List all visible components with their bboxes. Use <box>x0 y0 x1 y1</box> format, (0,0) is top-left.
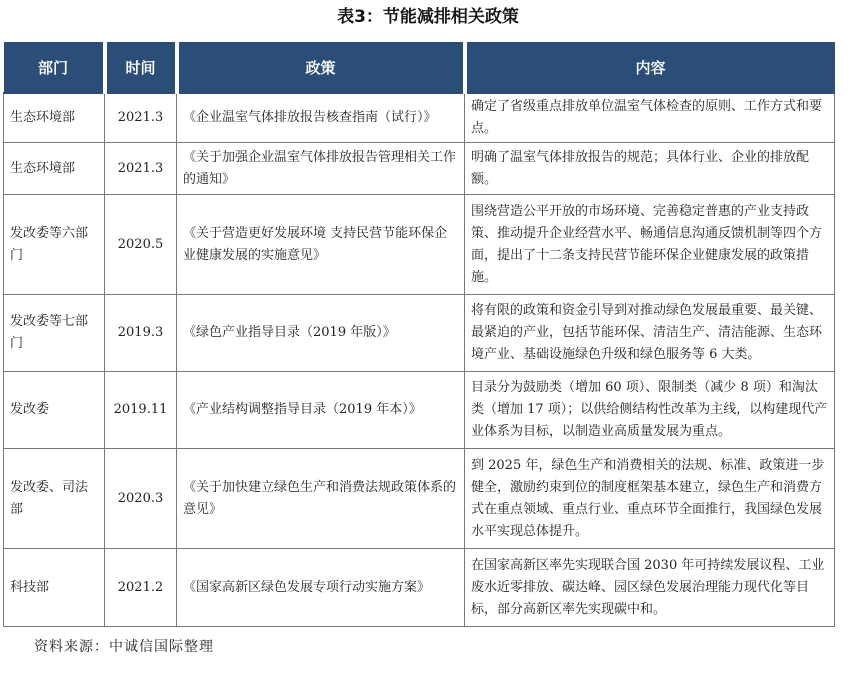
table-row <box>4 549 835 627</box>
header-content: 内容 <box>465 42 835 93</box>
dept-cell: 生态环境部 <box>4 93 105 143</box>
policy-cell: 《关于营造更好发展环境 支持民营节能环保企业健康发展的实施意见》 <box>177 195 465 295</box>
policy-cell: 《关于加强企业温室气体排放报告管理相关工作的通知》 <box>177 143 465 195</box>
content-cell: 明确了温室气体排放报告的规范；具体行业、企业的排放配额。 <box>465 143 835 195</box>
content-cell: 将有限的政策和资金引导到对推动绿色发展最重要、最关键、最紧迫的产业，包括节能环保、清洁生产、清洁能源、生态环境产业、基础设施绿色升级和绿色服务等 6 大类。 <box>465 295 835 372</box>
header-row <box>4 42 835 93</box>
time-cell: 2021.2 <box>105 549 177 627</box>
table-row <box>4 449 835 549</box>
time-cell: 2020.3 <box>105 449 177 549</box>
header-policy: 政策 <box>177 42 465 93</box>
time-cell: 2021.3 <box>105 93 177 143</box>
header-dept: 部门 <box>4 42 105 93</box>
dept-cell: 发改委等七部门 <box>4 295 105 372</box>
content-cell: 到 2025 年，绿色生产和消费相关的法规、标准、政策进一步健全，激励约束到位的制度框架基本建立，绿色生产和消费方式在重点领域、重点行业、重点环节全面推行，我国绿色发展水平实现总体提升。 <box>465 449 835 549</box>
table-title: 表3：节能减排相关政策 <box>337 7 519 27</box>
dept-cell: 发改委、司法部 <box>4 449 105 549</box>
content-cell: 在国家高新区率先实现联合国 2030 年可持续发展议程、工业废水近零排放、碳达峰、园区绿色发展治理能力现代化等目标，部分高新区率先实现碳中和。 <box>465 549 835 627</box>
source-note: 资料来源：中诚信国际整理 <box>34 639 214 655</box>
content-cell: 确定了省级重点排放单位温室气体检查的原则、工作方式和要点。 <box>465 93 835 143</box>
time-cell: 2020.5 <box>105 195 177 295</box>
table-row <box>4 93 835 143</box>
content-cell: 目录分为鼓励类（增加 60 项）、限制类（减少 8 项）和淘汰类（增加 17 项）；以供给侧结构性改革为主线，以构建现代产业体系为目标，以制造业高质量发展为重点。 <box>465 372 835 449</box>
policy-cell: 《产业结构调整指导目录（2019 年本）》 <box>177 372 465 449</box>
policy-cell: 《国家高新区绿色发展专项行动实施方案》 <box>177 549 465 627</box>
time-cell: 2019.11 <box>105 372 177 449</box>
policy-cell: 《企业温室气体排放报告核查指南（试行）》 <box>177 93 465 143</box>
header-time: 时间 <box>105 42 177 93</box>
table-row <box>4 295 835 372</box>
time-cell: 2021.3 <box>105 143 177 195</box>
policy-cell: 《绿色产业指导目录（2019 年版）》 <box>177 295 465 372</box>
content-cell: 围绕营造公平开放的市场环境、完善稳定普惠的产业支持政策、推动提升企业经营水平、畅通信息沟通反馈机制等四个方面，提出了十二条支持民营节能环保企业健康发展的政策措施。 <box>465 195 835 295</box>
dept-cell: 科技部 <box>4 549 105 627</box>
policy-cell: 《关于加快建立绿色生产和消费法规政策体系的意见》 <box>177 449 465 549</box>
dept-cell: 生态环境部 <box>4 143 105 195</box>
policy-table <box>3 42 835 627</box>
dept-cell: 发改委 <box>4 372 105 449</box>
table-row <box>4 372 835 449</box>
table-row <box>4 195 835 295</box>
policy-table-container <box>3 42 834 627</box>
time-cell: 2019.3 <box>105 295 177 372</box>
table-row <box>4 143 835 195</box>
dept-cell: 发改委等六部门 <box>4 195 105 295</box>
